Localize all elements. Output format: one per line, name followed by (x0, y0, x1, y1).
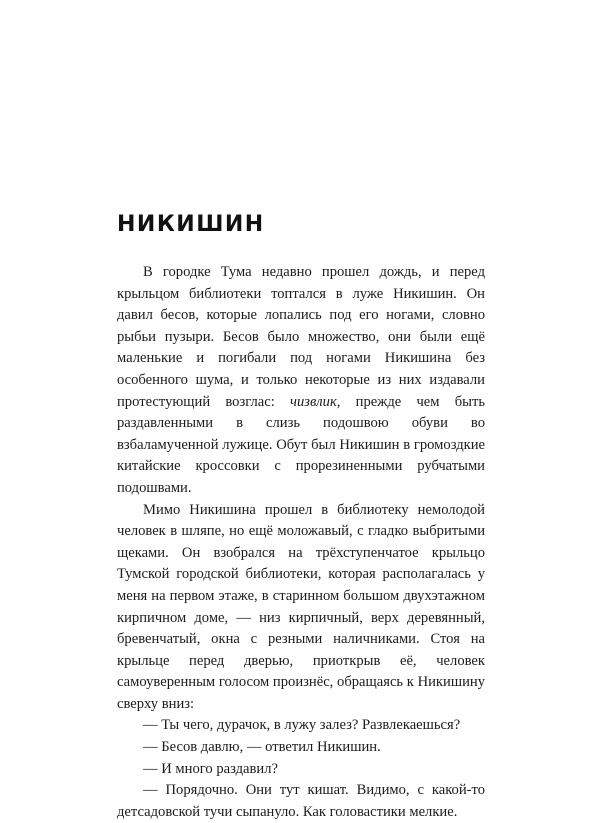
paragraph-2: Мимо Никишина прошел в библиотеку немолодой человек в шляпе, но ещё моложавый, с гладко выбритыми щеками. Он взобрался на трёхступенчатое крыльцо Тумской городской библиотеки, которая располагалась у меня на первом этаже, в старинном большом двухэтажном кирпичном доме, — низ кирпичный, верх деревянный, бревенчатый, окна с резными наличниками. Стоя на крыльце перед дверью, приоткрыв её, человек самоуверенным голосом произнёс, обращаясь к Никишину сверху вниз: (117, 501, 485, 712)
paragraph-1 (117, 262, 485, 500)
dialogue-line-4: — Порядочно. Они тут кишат. Видимо, с какой-то детсадовской тучи сыпануло. Как головастики мелкие. (117, 782, 485, 820)
dialogue-line-2: — Бесов давлю, — ответил Никишин. (143, 739, 381, 756)
chapter-title: НИКИШИН (117, 212, 265, 237)
paragraph-1-text-end: , прежде чем быть раздавленными в слизь подошвою обуви во взбаламученной лужице. Обут был Никишин в громоздкие китайские кроссовки с прорезиненными рубчатыми подошвами. (117, 393, 485, 496)
paragraph-1-text-start: В городке Тума недавно прошел дождь, и перед крыльцом библиотеки топтался в луже Никишин. Он давил бесов, которые лопались под его ногами, словно рыбьи пузыри. Бесов было множество, они были ещё маленькие и погибали под ногами Никишина без особенного шума, и только некоторые из них издавали протестующий возглас: (117, 264, 485, 410)
paragraph-1-emphasis: чизвлик (290, 393, 337, 410)
dialogue-line-1: — Ты чего, дурачок, в лужу залез? Развлекаешься? (143, 717, 461, 734)
chapter-body (117, 262, 485, 823)
dialogue-line-3: — И много раздавил? (143, 760, 278, 777)
